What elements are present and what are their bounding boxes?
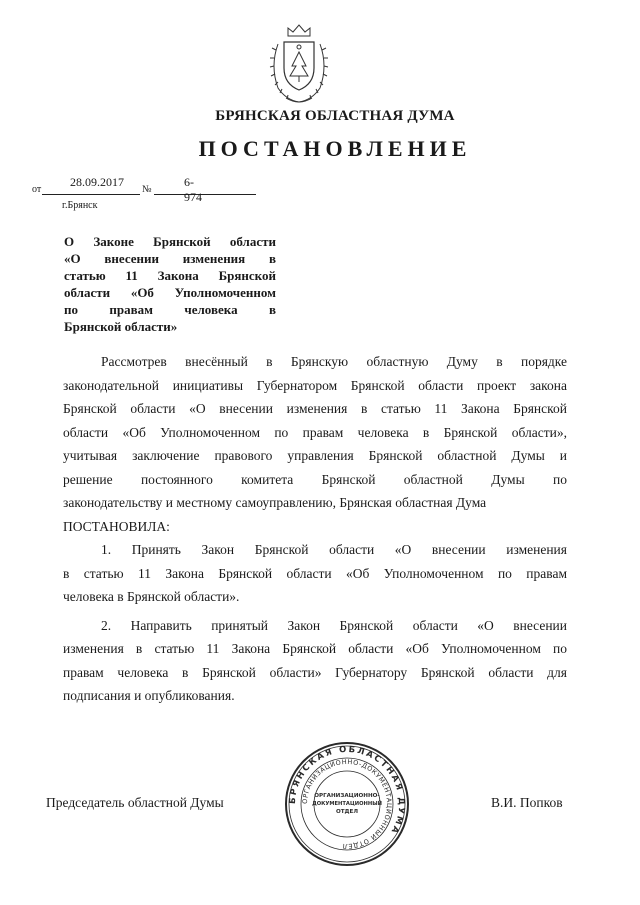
stamp-ring-text: ОРГАНИЗАЦИОННО-ДОКУМЕНТАЦИОННЫЙ ОТДЕЛ xyxy=(300,757,394,851)
body-line: решение постоянного комитета Брянской областной Думы по xyxy=(63,471,567,487)
body-line: законодательству и местному самоуправлению, Брянская областная Дума xyxy=(63,495,487,510)
body-line: учитывая заключение правового управления Брянской областной Думы и xyxy=(63,448,567,463)
stamp-center-line: ОРГАНИЗАЦИОННО- xyxy=(314,793,380,799)
body-line: 1. Принять Закон Брянской области «О внесении изменения xyxy=(101,542,567,557)
document-number: 6-974 xyxy=(184,175,202,204)
subject-line: статью 11 Закона Брянской xyxy=(64,268,276,283)
subject-line: по правам человека в xyxy=(64,302,276,317)
date-underline xyxy=(42,194,140,195)
resolution-item-2 xyxy=(63,614,567,708)
stamp-center-line: ОТДЕЛ xyxy=(335,809,359,815)
document-type-title: ПОСТАНОВЛЕНИЕ xyxy=(198,136,472,161)
body-line: подписания и опубликования. xyxy=(63,688,235,703)
organization-name: БРЯНСКАЯ ОБЛАСТНАЯ ДУМА xyxy=(215,108,455,124)
body-line: Рассмотрев внесённый в Брянскую областную Думу в порядке xyxy=(101,354,567,369)
body-line: 2. Направить принятый Закон Брянской области «О внесении xyxy=(101,617,567,633)
body-line: Брянской области «О внесении изменения в статью 11 Закона Брянской xyxy=(63,401,567,416)
subject-line: области «Об Уполномоченном xyxy=(64,285,276,300)
body-line: области «Об Уполномоченном по правам человека в Брянской области», xyxy=(63,424,567,440)
document-city: г.Брянск xyxy=(62,200,98,211)
document-subject xyxy=(64,233,276,335)
preamble-paragraph xyxy=(63,350,567,515)
body-line: правам человека в Брянской области» Губернатору Брянской области для xyxy=(63,664,567,680)
date-label: от xyxy=(32,184,42,195)
body-line: человека в Брянской области». xyxy=(63,589,240,604)
resolved-heading: ПОСТАНОВИЛА: xyxy=(63,518,170,534)
body-line: изменения в статью 11 Закона Брянской области «Об Уполномоченном по xyxy=(63,641,567,656)
subject-line: Брянской области» xyxy=(64,319,178,334)
subject-line: О Законе Брянской области xyxy=(64,234,276,249)
signatory-name: В.И. Попков xyxy=(491,795,563,810)
stamp-center-line: ДОКУМЕНТАЦИОННЫЙ xyxy=(312,801,382,807)
number-underline xyxy=(154,194,256,195)
number-label: № xyxy=(142,184,152,195)
body-line: в статью 11 Закона Брянской области «Об Уполномоченном по правам xyxy=(63,565,567,581)
subject-line: «О внесении изменения в xyxy=(64,251,276,266)
stamp-outer-text: БРЯНСКАЯ ОБЛАСТНАЯ ДУМА xyxy=(287,744,407,837)
signatory-title: Председатель областной Думы xyxy=(46,795,224,810)
document-date: 28.09.2017 xyxy=(70,175,124,189)
official-stamp-icon xyxy=(283,740,411,868)
document-body xyxy=(63,350,567,708)
body-line: законодательной инициативы Губернатором Брянской области проект закона xyxy=(63,377,567,393)
coat-of-arms-icon xyxy=(264,22,334,106)
resolution-item-1 xyxy=(63,538,567,609)
